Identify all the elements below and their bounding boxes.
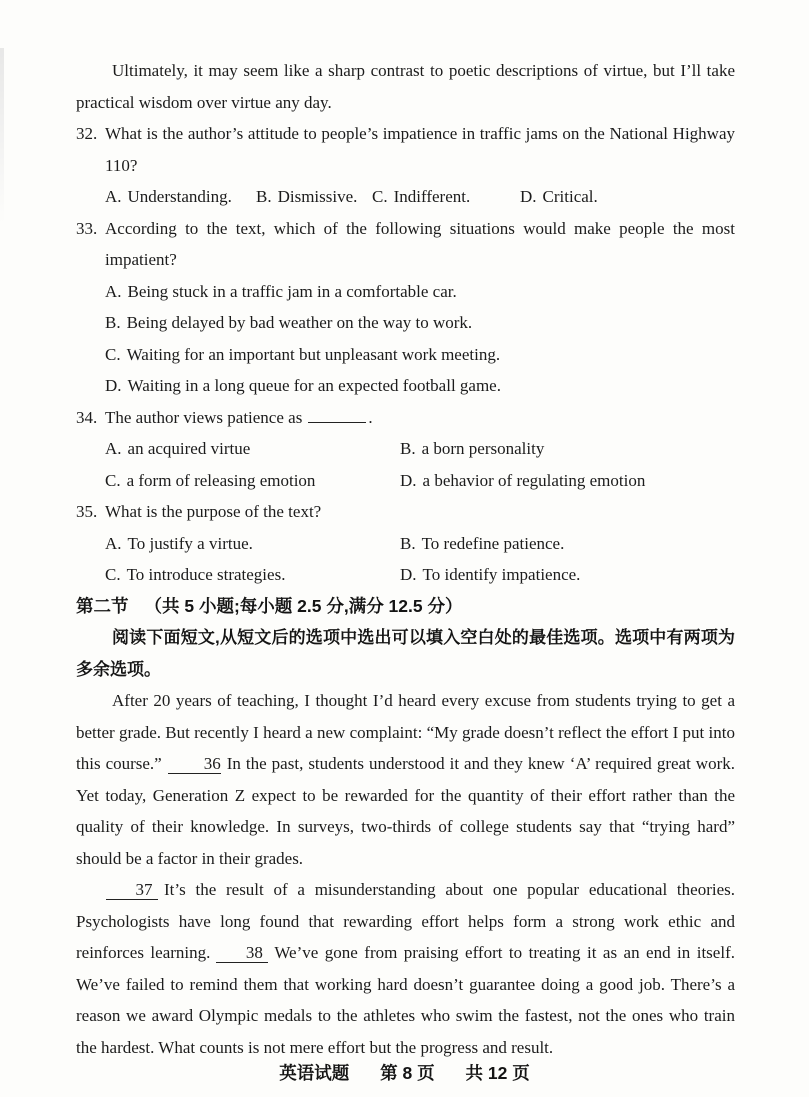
- option-label: A.: [105, 533, 122, 553]
- option-label: C.: [372, 187, 388, 206]
- option-label: D.: [520, 187, 537, 206]
- option-text: an acquired virtue: [127, 439, 251, 458]
- option-35-d: [400, 559, 735, 591]
- option-35-c: [105, 559, 400, 591]
- option-32-a: [105, 181, 256, 213]
- option-text: Dismissive.: [277, 187, 358, 206]
- doc-title: 英语试题: [279, 1063, 350, 1083]
- total-pages: 共 12 页: [465, 1063, 530, 1083]
- option-text: To justify a virtue.: [127, 533, 253, 553]
- option-text: a behavior of regulating emotion: [422, 470, 646, 490]
- option-text: Waiting for an important but unpleasant work meeting.: [126, 344, 501, 364]
- option-34-d: [400, 465, 735, 497]
- question-34-options-row-1: [76, 433, 735, 465]
- option-text: Being stuck in a traffic jam in a comfortable car.: [127, 281, 457, 301]
- question-32-text: What is the author’s attitude to people’s impatience in traffic jams on the National Highway 110?: [105, 124, 735, 175]
- question-35-number: 35.: [76, 502, 98, 521]
- option-33-c: [76, 339, 735, 371]
- option-label: D.: [105, 376, 122, 395]
- option-text: Being delayed by bad weather on the way to work.: [126, 313, 473, 332]
- option-34-b: [400, 433, 735, 465]
- passage-ending-paragraph: Ultimately, it may seem like a sharp contrast to poetic descriptions of virtue, but I’ll take practical wisdom over virtue any day.: [76, 61, 735, 112]
- question-34-stem: [76, 402, 735, 434]
- question-35-text: What is the purpose of the text?: [105, 502, 322, 521]
- cloze-text: It’s the result of a misunderstanding about one popular educational theories. Psychologists have long found that rewarding effort helps form a strong work ethic and reinforces learning.: [76, 880, 735, 962]
- section-two-heading: [76, 591, 735, 623]
- question-34-options-row-2: [76, 465, 735, 497]
- question-34-text: The author views patience as: [105, 407, 303, 427]
- option-text: Critical.: [542, 187, 598, 206]
- option-34-c: [105, 465, 400, 497]
- option-35-b: [400, 528, 735, 560]
- option-32-b: [256, 181, 372, 213]
- option-text: a born personality: [421, 439, 545, 458]
- option-label: A.: [105, 281, 122, 301]
- option-label: A.: [105, 439, 122, 458]
- question-34: [76, 402, 735, 497]
- option-label: A.: [105, 187, 122, 206]
- section-two-instructions: 阅读下面短文,从短文后的选项中选出可以填入空白处的最佳选项。选项中有两项为多余选项。: [76, 628, 735, 679]
- option-34-a: [105, 433, 400, 465]
- option-label: B.: [256, 187, 272, 206]
- question-32: [76, 118, 735, 213]
- section-label: 第二节: [76, 595, 129, 616]
- section-two: [76, 591, 735, 1064]
- option-label: D.: [400, 470, 417, 490]
- option-32-c: [372, 181, 520, 213]
- option-text: Waiting in a long queue for an expected football game.: [127, 376, 501, 395]
- option-33-a: [76, 276, 735, 308]
- option-label: C.: [105, 470, 121, 490]
- cloze-text: In the past, students understood it and they knew ‘A’ required great work. Yet today, Generation Z expect to be rewarded for the quantity of their effort rather than the quality of their knowledge. In surveys, two-thirds of college students say that “trying hard” should be a factor in their grades.: [76, 754, 735, 868]
- gap-37: 37: [106, 881, 158, 900]
- option-label: B.: [400, 439, 416, 458]
- option-label: B.: [105, 313, 121, 332]
- gap-38: 38: [216, 944, 268, 963]
- question-35-options-row-2: [76, 559, 735, 591]
- question-34-text-end: .: [368, 407, 373, 427]
- cloze-text: We’ve gone from praising effort to treating it as an end in itself. We’ve failed to remind them that working hard doesn’t guarantee doing a good job. There’s a reason we award Olympic medals to the athletes who swim the fastest, not the ones who train the hardest. What counts is not mere effort but the progress and result.: [76, 943, 735, 1057]
- option-label: C.: [105, 565, 121, 584]
- option-33-b: [76, 307, 735, 339]
- question-35: [76, 496, 735, 591]
- question-35-stem: [76, 496, 735, 528]
- option-text: To redefine patience.: [421, 533, 565, 553]
- cloze-text: After 20 years of teaching, I thought I’d heard every excuse from students trying to get a better grade. But recently I heard a new complaint: “My grade doesn’t reflect the effort I put into this course.”: [76, 691, 735, 773]
- question-35-options-row-1: [76, 528, 735, 560]
- option-33-d: [76, 370, 735, 402]
- option-label: C.: [105, 344, 121, 364]
- question-33-text: According to the text, which of the following situations would make people the most impatient?: [105, 218, 735, 269]
- gap-36: 36: [168, 755, 221, 774]
- question-33: [76, 213, 735, 402]
- question-34-number: 34.: [76, 407, 98, 427]
- question-33-stem: [76, 213, 735, 276]
- option-text: To introduce strategies.: [126, 565, 286, 584]
- option-label: B.: [400, 533, 416, 553]
- option-text: a form of releasing emotion: [126, 470, 316, 490]
- page-footer: [0, 1058, 809, 1090]
- option-text: To identify impatience.: [422, 565, 581, 584]
- option-text: Indifferent.: [393, 187, 471, 206]
- option-32-d: [520, 181, 735, 213]
- option-label: D.: [400, 565, 417, 584]
- question-33-number: 33.: [76, 218, 98, 238]
- option-text: Understanding.: [127, 187, 232, 206]
- cloze-paragraph-1: [76, 685, 735, 874]
- answer-blank: [308, 422, 366, 423]
- option-35-a: [105, 528, 400, 560]
- page-number: 第 8 页: [380, 1063, 435, 1083]
- section-score-note: （共 5 小题;每小题 2.5 分,满分 12.5 分）: [144, 595, 463, 616]
- scan-artifact: [0, 48, 4, 223]
- question-32-options: [76, 181, 735, 213]
- question-32-stem: [76, 118, 735, 181]
- cloze-paragraph-2: [76, 874, 735, 1063]
- question-32-number: 32.: [76, 124, 98, 143]
